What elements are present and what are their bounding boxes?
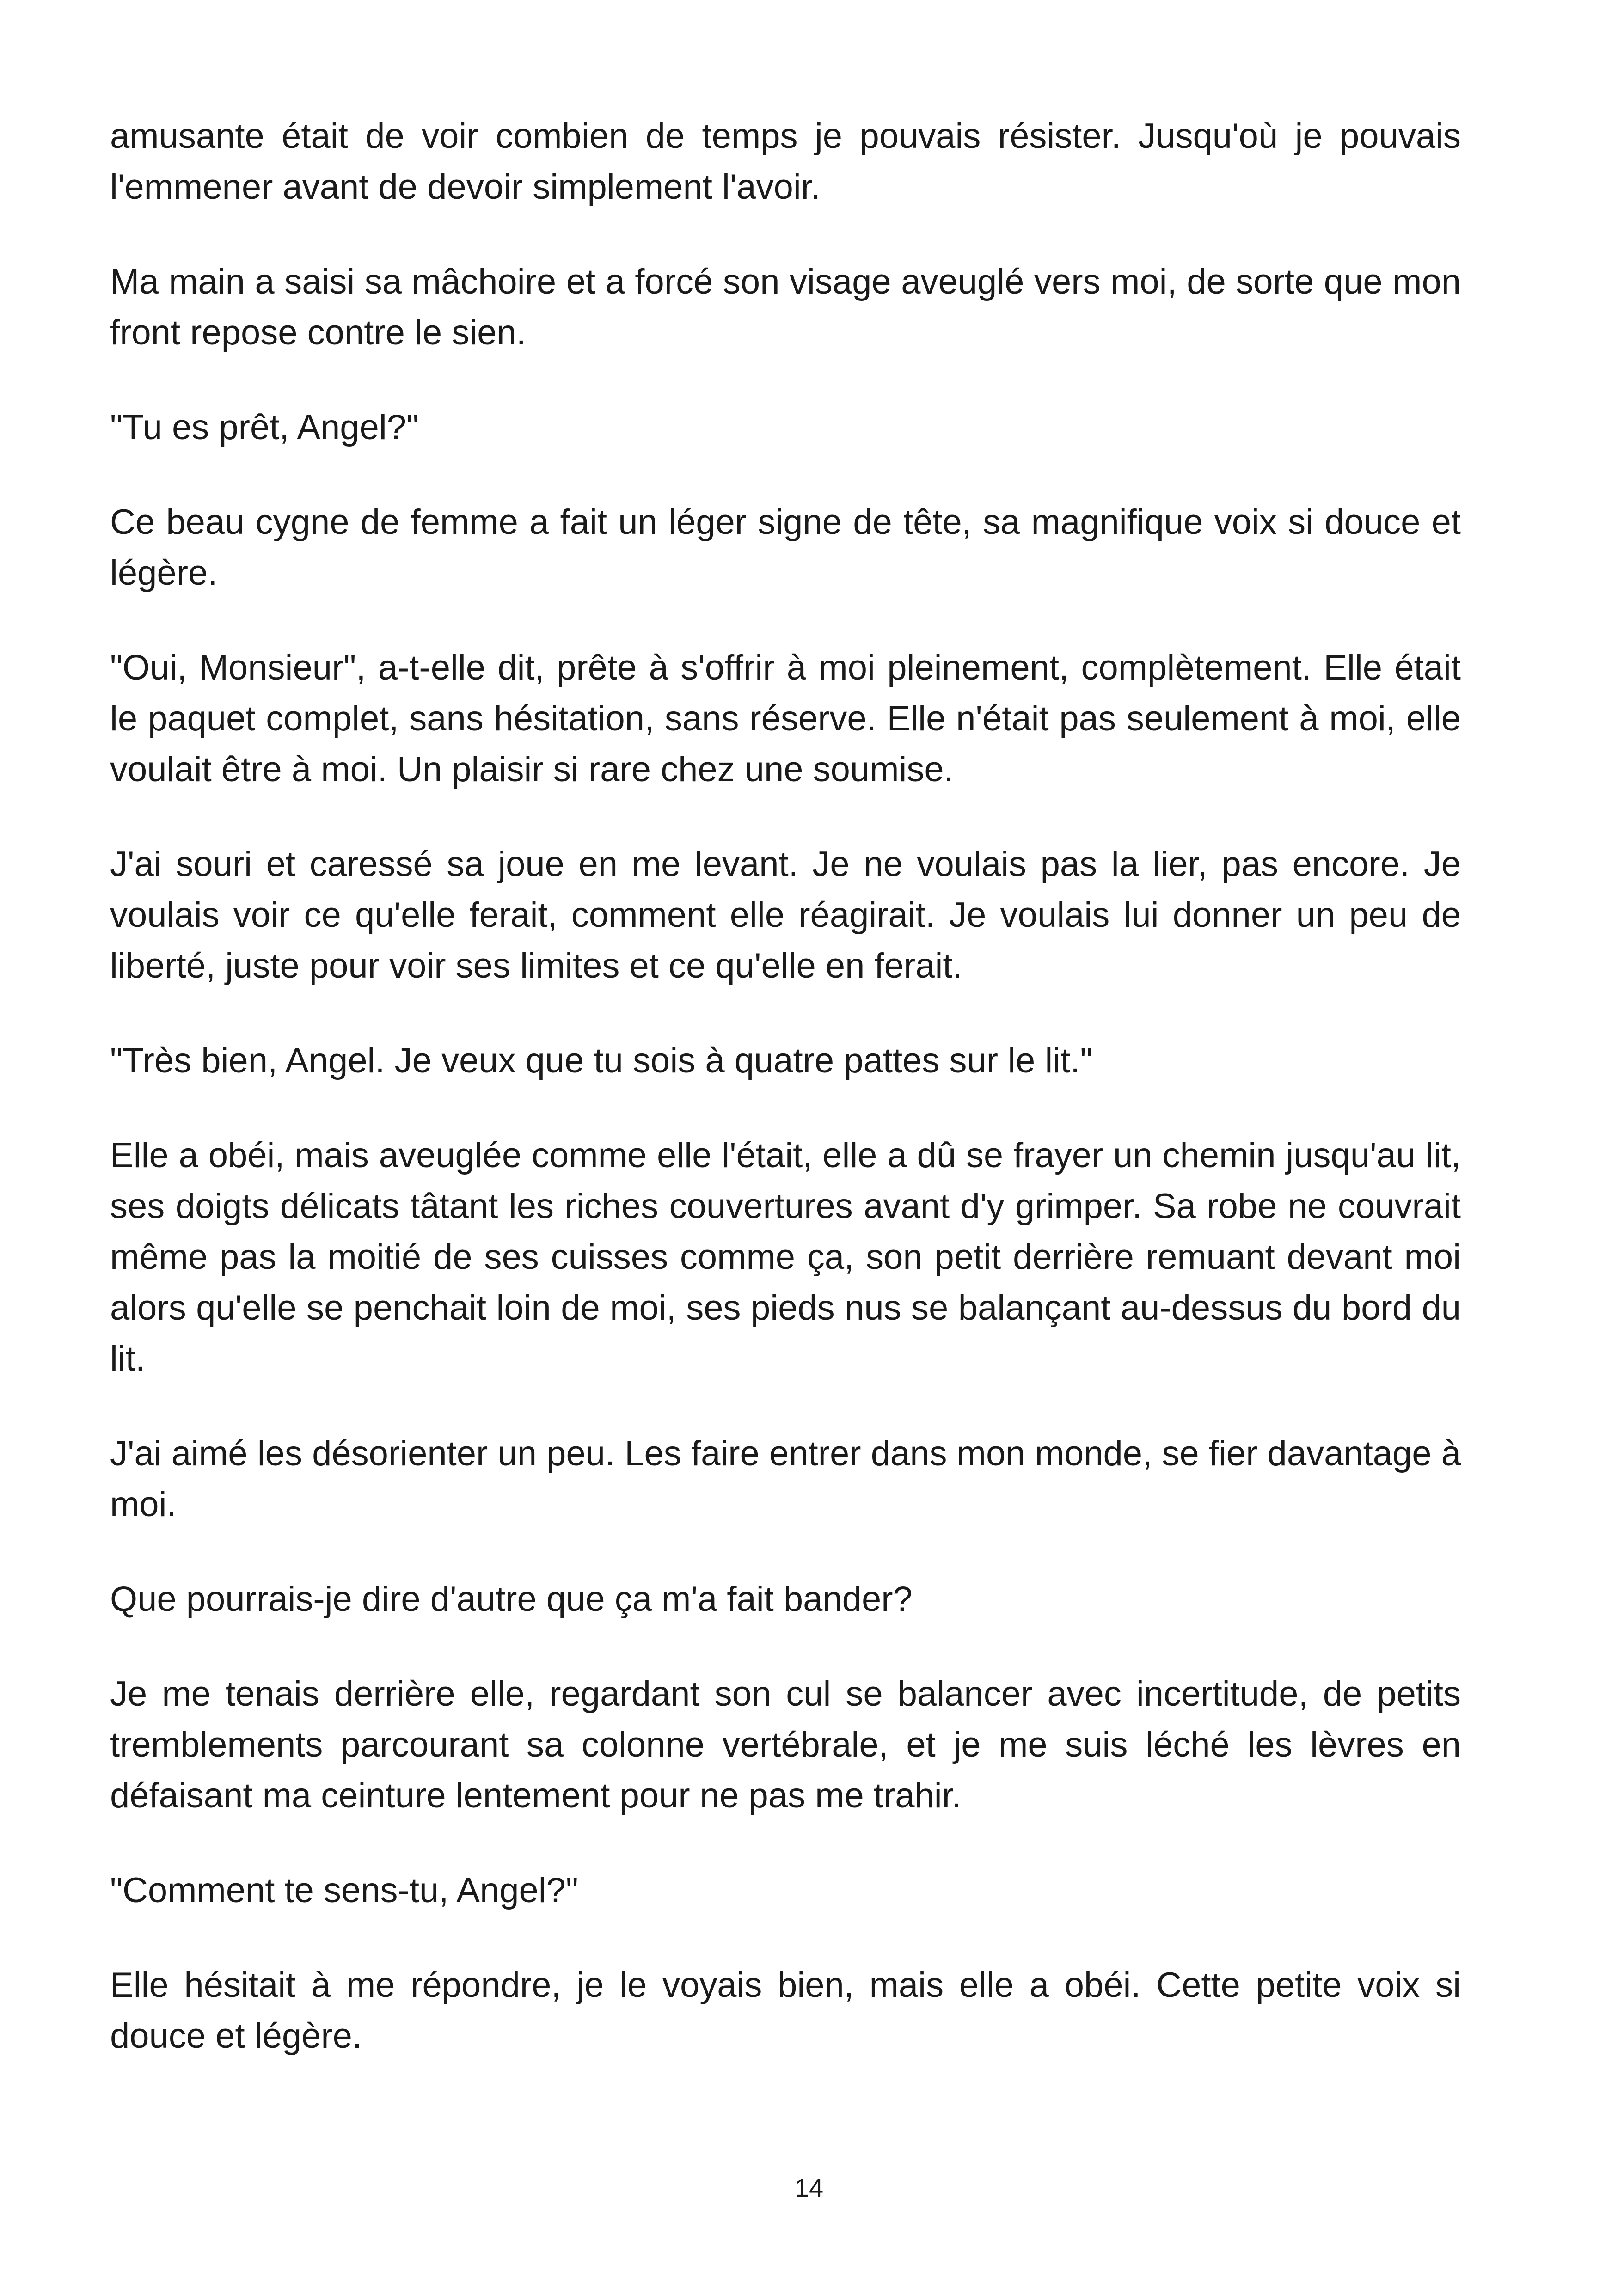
paragraph-4: Ce beau cygne de femme a fait un léger signe de tête, sa magnifique voix si douce et légère. bbox=[110, 502, 1461, 593]
paragraph-5: "Oui, Monsieur", a-t-elle dit, prête à s'offrir à moi pleinement, complètement. Elle était le paquet complet, sans hésitation, sans réserve. Elle n'était pas seulement à moi, elle voulait être à moi. Un plaisir si rare chez une soumise. bbox=[110, 648, 1461, 789]
paragraph-13: Elle hésitait à me répondre, je le voyais bien, mais elle a obéi. Cette petite voix si douce et légère. bbox=[110, 1965, 1461, 2056]
paragraph-10: Que pourrais-je dire d'autre que ça m'a fait bander? bbox=[110, 1580, 913, 1619]
page-number: 14 bbox=[794, 2173, 824, 2202]
page-body bbox=[110, 111, 1461, 2106]
paragraph-2: Ma main a saisi sa mâchoire et a forcé son visage aveuglé vers moi, de sorte que mon front repose contre le sien. bbox=[110, 262, 1461, 352]
paragraph-12: "Comment te sens-tu, Angel?" bbox=[110, 1871, 578, 1910]
paragraph-9: J'ai aimé les désorienter un peu. Les faire entrer dans mon monde, se fier davantage à moi. bbox=[110, 1434, 1461, 1524]
paragraph-11: Je me tenais derrière elle, regardant son cul se balancer avec incertitude, de petits tremblements parcourant sa colonne vertébrale, et je me suis léché les lèvres en défaisant ma ceinture lentement pour ne pas me trahir. bbox=[110, 1674, 1461, 1815]
paragraph-1: amusante était de voir combien de temps je pouvais résister. Jusqu'où je pouvais l'emmener avant de devoir simplement l'avoir. bbox=[110, 116, 1461, 207]
paragraph-7: "Très bien, Angel. Je veux que tu sois à quatre pattes sur le lit." bbox=[110, 1041, 1093, 1080]
paragraph-3: "Tu es prêt, Angel?" bbox=[110, 408, 419, 447]
paragraph-6: J'ai souri et caressé sa joue en me levant. Je ne voulais pas la lier, pas encore. Je voulais voir ce qu'elle ferait, comment elle réagirait. Je voulais lui donner un peu de liberté, juste pour voir ses limites et ce qu'elle en ferait. bbox=[110, 845, 1461, 986]
paragraph-8: Elle a obéi, mais aveuglée comme elle l'était, elle a dû se frayer un chemin jusqu'au lit, ses doigts délicats tâtant les riches couvertures avant d'y grimper. Sa robe ne couvrait même pas la moitié de ses cuisses comme ça, son petit derrière remuant devant moi alors qu'elle se penchait loin de moi, ses pieds nus se balançant au-dessus du bord du lit. bbox=[110, 1136, 1461, 1378]
